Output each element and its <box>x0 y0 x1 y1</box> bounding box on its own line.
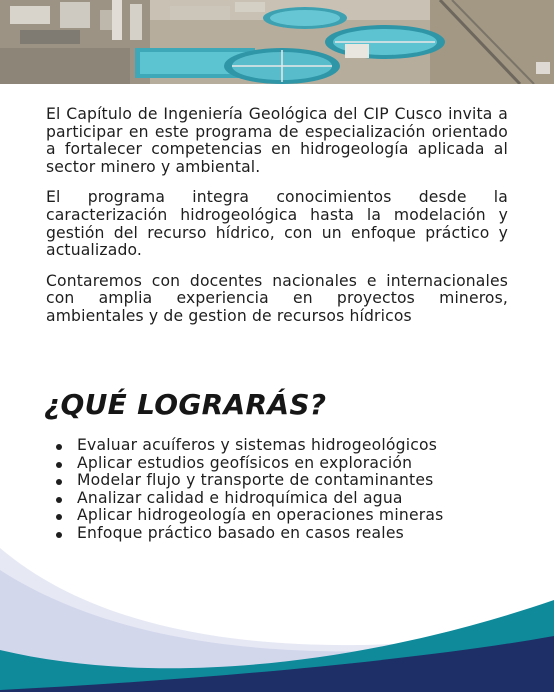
intro-paragraph-program: El programa integra conocimientos desde la caracterización hidrogeológica hasta la modelación y gestión del recurso hídrico, con un enfoque práctico y actualizado. <box>46 188 508 260</box>
hero-photo-water-treatment-plant <box>0 0 554 84</box>
intro-paragraph-teachers: Contaremos con docentes nacionales e internacionales con amplia experiencia en proyectos mineros, ambientales y de gestion de recursos hídricos <box>46 271 508 325</box>
list-item <box>56 437 443 455</box>
list-item-text: Aplicar hidrogeología en operaciones mineras <box>77 506 444 524</box>
bullet-icon <box>56 532 62 538</box>
bullet-icon <box>56 479 62 485</box>
achievements-list <box>56 437 443 542</box>
bullet-icon <box>56 514 62 520</box>
section-heading-achievements: ¿QUÉ LOGRARÁS? <box>44 388 327 421</box>
list-item <box>56 507 443 525</box>
bullet-icon <box>56 444 62 450</box>
list-item-text: Modelar flujo y transporte de contaminantes <box>77 471 434 489</box>
list-item <box>56 472 443 490</box>
list-item-text: Evaluar acuíferos y sistemas hidrogeológicos <box>77 436 438 454</box>
decorative-wave-footer <box>0 540 554 692</box>
bullet-icon <box>56 462 62 468</box>
list-item-text: Analizar calidad e hidroquímica del agua <box>77 488 403 507</box>
list-item-text: Aplicar estudios geofísicos en exploración <box>77 453 413 472</box>
list-item <box>56 455 443 473</box>
bullet-icon <box>56 497 62 503</box>
list-item <box>56 490 443 508</box>
intro-paragraph-invitation: El Capítulo de Ingeniería Geológica del CIP Cusco invita a participar en este programa de especialización orientado a fortalecer competencias en hidrogeología aplicada al sector minero y ambiental. <box>46 105 508 176</box>
list-item-text: Enfoque práctico basado en casos reales <box>77 523 404 542</box>
intro-text <box>46 106 508 339</box>
